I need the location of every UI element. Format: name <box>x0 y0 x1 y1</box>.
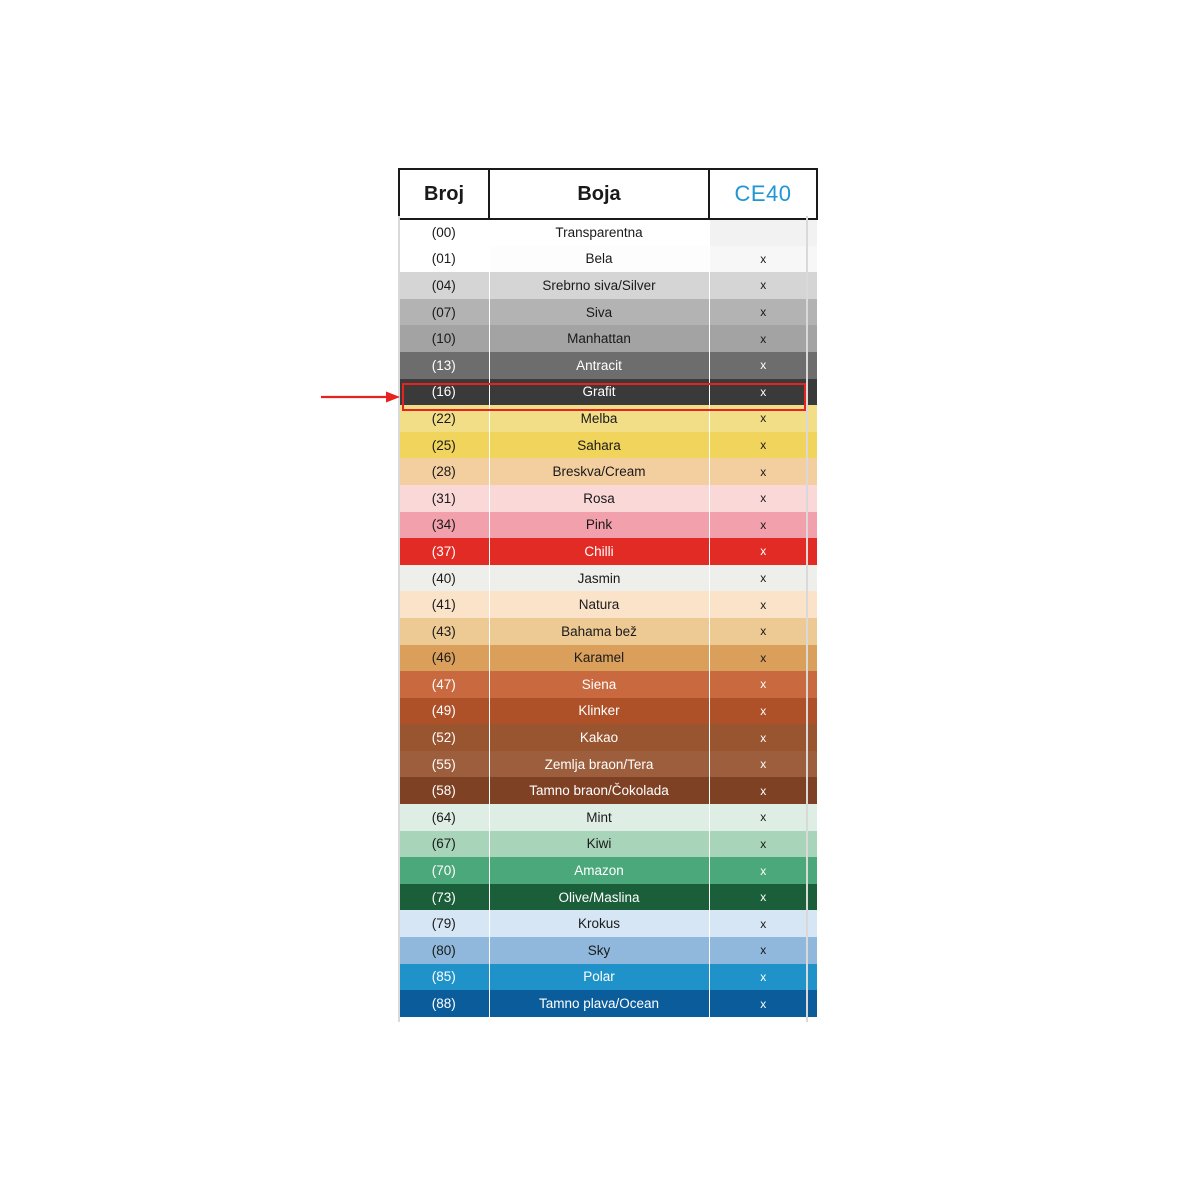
cell-color-name: Antracit <box>489 352 709 379</box>
cell-ce40-mark: x <box>709 379 817 406</box>
cell-color-name: Amazon <box>489 857 709 884</box>
cell-ce40-mark: x <box>709 246 817 273</box>
table-row <box>399 379 817 406</box>
cell-ce40-mark: x <box>709 671 817 698</box>
table-row <box>399 937 817 964</box>
cell-number: (80) <box>399 937 489 964</box>
cell-ce40-mark: x <box>709 777 817 804</box>
cell-number: (85) <box>399 964 489 991</box>
cell-color-name: Bela <box>489 246 709 273</box>
cell-ce40-mark: x <box>709 698 817 725</box>
cell-ce40-mark: x <box>709 618 817 645</box>
pointer-arrow-icon <box>320 388 402 406</box>
cell-number: (79) <box>399 910 489 937</box>
cell-number: (13) <box>399 352 489 379</box>
cell-ce40-mark: x <box>709 751 817 778</box>
cell-ce40-mark: x <box>709 831 817 858</box>
table-row <box>399 910 817 937</box>
table-row <box>399 458 817 485</box>
cell-color-name: Klinker <box>489 698 709 725</box>
cell-ce40-mark: x <box>709 352 817 379</box>
table-row <box>399 485 817 512</box>
cell-ce40-mark: x <box>709 910 817 937</box>
table-row <box>399 565 817 592</box>
column-header-broj: Broj <box>399 169 489 219</box>
cell-color-name: Sahara <box>489 432 709 459</box>
table-row <box>399 751 817 778</box>
cell-number: (47) <box>399 671 489 698</box>
cell-ce40-mark: x <box>709 325 817 352</box>
cell-number: (01) <box>399 246 489 273</box>
table-row <box>399 272 817 299</box>
cell-color-name: Tamno plava/Ocean <box>489 990 709 1017</box>
cell-number: (88) <box>399 990 489 1017</box>
cell-number: (46) <box>399 645 489 672</box>
cell-color-name: Manhattan <box>489 325 709 352</box>
cell-ce40-mark: x <box>709 645 817 672</box>
table-row <box>399 698 817 725</box>
table-row <box>399 325 817 352</box>
cell-color-name: Srebrno siva/Silver <box>489 272 709 299</box>
table-row <box>399 857 817 884</box>
color-chart <box>398 168 810 1017</box>
cell-color-name: Mint <box>489 804 709 831</box>
cell-color-name: Transparentna <box>489 219 709 246</box>
cell-ce40-mark: x <box>709 565 817 592</box>
cell-ce40-mark: x <box>709 937 817 964</box>
table-row <box>399 964 817 991</box>
column-header-boja: Boja <box>489 169 709 219</box>
table-row <box>399 804 817 831</box>
table-row <box>399 777 817 804</box>
table-row <box>399 405 817 432</box>
cell-number: (31) <box>399 485 489 512</box>
table-row <box>399 246 817 273</box>
table-header-row <box>399 169 817 219</box>
cell-number: (40) <box>399 565 489 592</box>
cell-ce40-mark: x <box>709 591 817 618</box>
cell-number: (41) <box>399 591 489 618</box>
cell-color-name: Olive/Maslina <box>489 884 709 911</box>
cell-number: (70) <box>399 857 489 884</box>
cell-number: (16) <box>399 379 489 406</box>
cell-ce40-mark: x <box>709 432 817 459</box>
cell-number: (43) <box>399 618 489 645</box>
cell-number: (07) <box>399 299 489 326</box>
cell-color-name: Bahama bež <box>489 618 709 645</box>
cell-color-name: Krokus <box>489 910 709 937</box>
cell-color-name: Siena <box>489 671 709 698</box>
cell-number: (52) <box>399 724 489 751</box>
cell-number: (04) <box>399 272 489 299</box>
table-row <box>399 432 817 459</box>
cell-number: (67) <box>399 831 489 858</box>
table-row <box>399 352 817 379</box>
cell-number: (22) <box>399 405 489 432</box>
cell-color-name: Zemlja braon/Tera <box>489 751 709 778</box>
cell-ce40-mark: x <box>709 485 817 512</box>
cell-number: (28) <box>399 458 489 485</box>
cell-number: (49) <box>399 698 489 725</box>
cell-ce40-mark: x <box>709 512 817 539</box>
cell-color-name: Tamno braon/Čokolada <box>489 777 709 804</box>
cell-ce40-mark: x <box>709 804 817 831</box>
cell-ce40-mark: x <box>709 299 817 326</box>
table-row <box>399 512 817 539</box>
cell-number: (64) <box>399 804 489 831</box>
cell-ce40-mark: x <box>709 458 817 485</box>
cell-number: (58) <box>399 777 489 804</box>
cell-color-name: Kakao <box>489 724 709 751</box>
table-row <box>399 884 817 911</box>
cell-color-name: Siva <box>489 299 709 326</box>
cell-color-name: Breskva/Cream <box>489 458 709 485</box>
cell-ce40-mark: x <box>709 724 817 751</box>
table-row <box>399 645 817 672</box>
cell-ce40-mark: x <box>709 405 817 432</box>
table-header <box>399 169 817 219</box>
table-row <box>399 299 817 326</box>
cell-color-name: Jasmin <box>489 565 709 592</box>
table-row <box>399 671 817 698</box>
color-table <box>398 168 818 1017</box>
cell-ce40-mark: x <box>709 964 817 991</box>
cell-ce40-mark: x <box>709 990 817 1017</box>
cell-color-name: Pink <box>489 512 709 539</box>
cell-color-name: Karamel <box>489 645 709 672</box>
table-row <box>399 724 817 751</box>
table-row <box>399 219 817 246</box>
cell-number: (37) <box>399 538 489 565</box>
cell-number: (00) <box>399 219 489 246</box>
cell-color-name: Chilli <box>489 538 709 565</box>
table-body <box>399 219 817 1017</box>
cell-ce40-mark: x <box>709 272 817 299</box>
cell-number: (34) <box>399 512 489 539</box>
cell-color-name: Kiwi <box>489 831 709 858</box>
cell-color-name: Sky <box>489 937 709 964</box>
table-right-border <box>806 216 808 1022</box>
cell-color-name: Melba <box>489 405 709 432</box>
cell-number: (10) <box>399 325 489 352</box>
cell-number: (55) <box>399 751 489 778</box>
cell-ce40-mark: x <box>709 884 817 911</box>
table-left-border <box>398 216 400 1022</box>
table-row <box>399 538 817 565</box>
cell-ce40-mark: x <box>709 538 817 565</box>
cell-color-name: Natura <box>489 591 709 618</box>
cell-number: (73) <box>399 884 489 911</box>
cell-ce40-mark <box>709 219 817 246</box>
table-row <box>399 618 817 645</box>
cell-color-name: Polar <box>489 964 709 991</box>
cell-color-name: Grafit <box>489 379 709 406</box>
cell-color-name: Rosa <box>489 485 709 512</box>
table-row <box>399 990 817 1017</box>
cell-ce40-mark: x <box>709 857 817 884</box>
column-header-ce40: CE40 <box>709 169 817 219</box>
cell-number: (25) <box>399 432 489 459</box>
table-row <box>399 591 817 618</box>
table-row <box>399 831 817 858</box>
